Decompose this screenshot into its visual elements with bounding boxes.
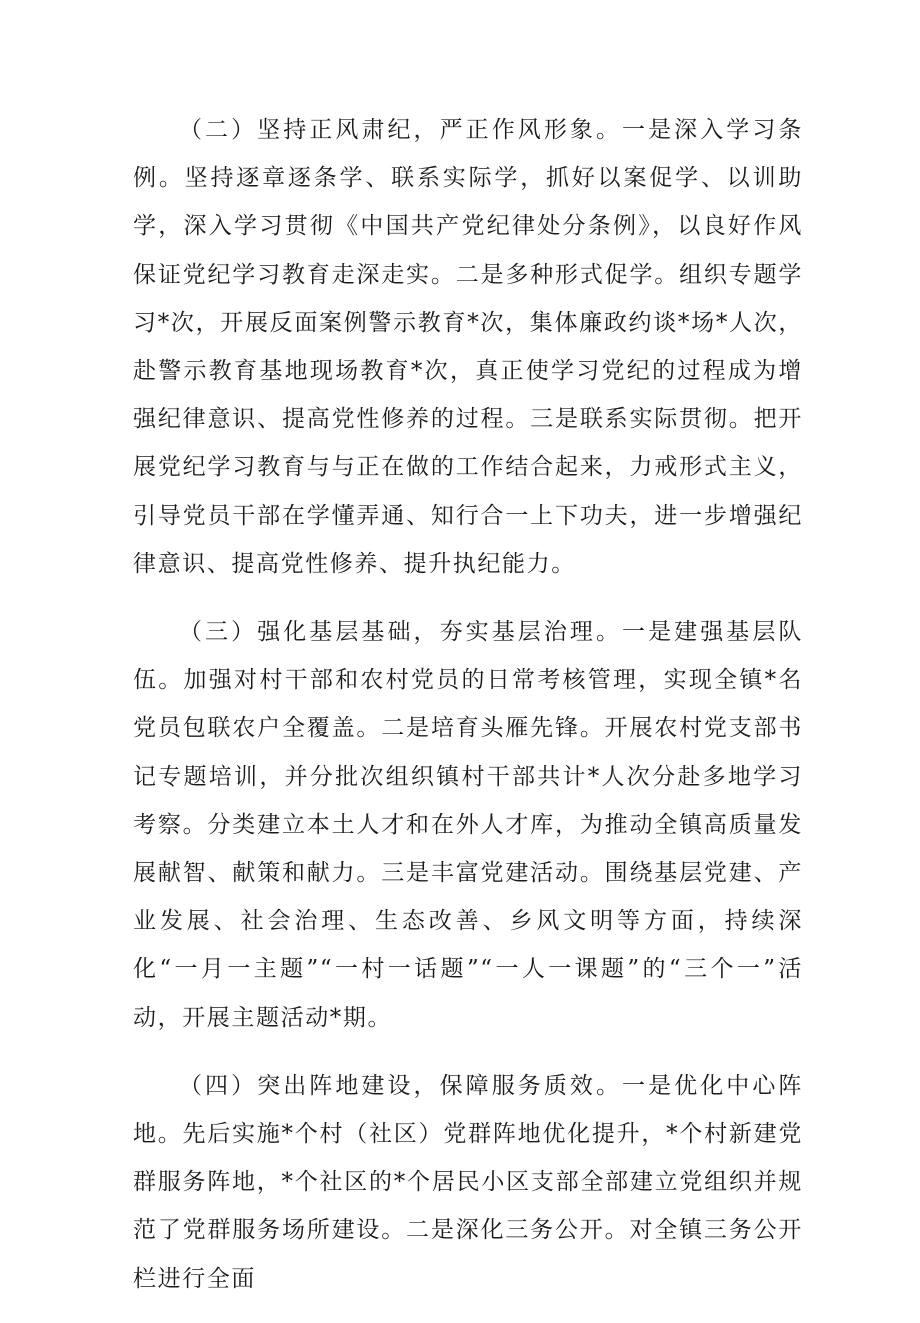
document-body [133,106,803,1323]
paragraph-discipline: （二）坚持正风肃纪，严正作风形象。一是深入学习条例。坚持逐章逐条学、联系实际学，抓好以案促学、以训助学，深入学习贯彻《中国共产党纪律处分条例》，以良好作风保证党纪学习教育走深走实。二是多种形式促学。组织专题学习*次，开展反面案例警示教育*次，集体廉政约谈*场*人次，赴警示教育基地现场教育*次，真正使学习党纪的过程成为增强纪律意识、提高党性修养的过程。三是联系实际贯彻。把开展党纪学习教育与与正在做的工作结合起来，力戒形式主义，引导党员干部在学懂弄通、知行合一上下功夫，进一步增强纪律意识、提高党性修养、提升执纪能力。 [133,117,803,577]
paragraph-grassroots: （三）强化基层基础，夯实基层治理。一是建强基层队伍。加强对村干部和农村党员的日常考核管理，实现全镇*名党员包联农户全覆盖。二是培育头雁先锋。开展农村党支部书记专题培训，并分批次组织镇村干部共计*人次分赴多地学习考察。分类建立本土人才和在外人才库，为推动全镇高质量发展献智、献策和献力。三是丰富党建活动。围绕基层党建、产业发展、社会治理、生态改善、乡风文明等方面，持续深化“一月一主题”“一村一话题”“一人一课题”的“三个一”活动，开展主题活动*期。 [133,619,803,1031]
paragraph-position-building: （四）突出阵地建设，保障服务质效。一是优化中心阵地。先后实施*个村（社区）党群阵地优化提升，*个村新建党群服务阵地，*个社区的*个居民小区支部全部建立党组织并规范了党群服务场所建设。二是深化三务公开。对全镇三务公开栏进行全面 [133,1072,803,1292]
